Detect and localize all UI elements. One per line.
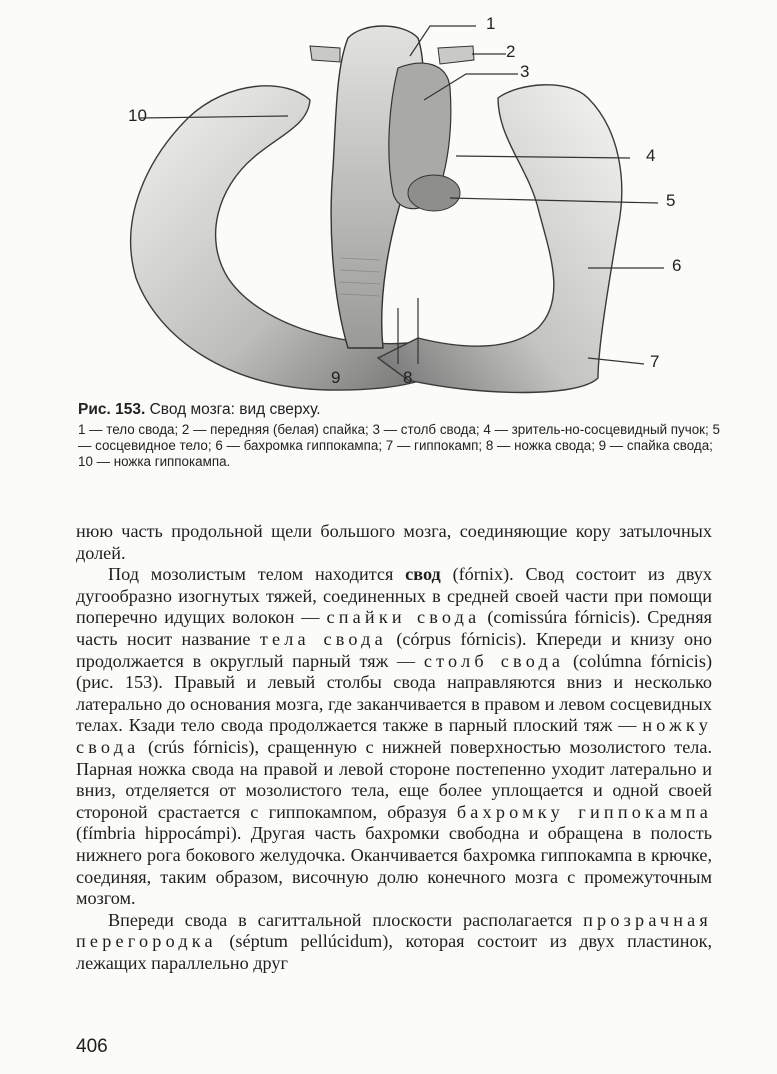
body-text <box>76 521 712 974</box>
term-body: тела свода <box>259 628 387 649</box>
figure-label: Рис. 153. <box>78 401 146 418</box>
term-septum: прозрачная перегородка <box>76 909 712 952</box>
callout-6: 6 <box>672 256 682 275</box>
callout-4: 4 <box>646 146 656 165</box>
callout-7: 7 <box>650 352 660 371</box>
paragraph-3: Впереди свода в сагиттальной плоскости располагается прозрачная перегородка (séptum pellúcidum), которая состоит из двух пластинок, лежащих параллельно друг <box>76 909 712 973</box>
callout-2: 2 <box>506 42 516 61</box>
term-crus: ножку свода <box>76 715 712 757</box>
figure-caption <box>78 400 728 471</box>
figure-legend: 1 — тело свода; 2 — передняя (белая) спайка; 3 — столб свода; 4 — зритель-но-сосцевидный пучок; 5 — сосцевидное тело; 6 — бахромка гиппокампа; 7 — гиппокамп; 8 — ножка свода; 9 — спайка свода; 10 — ножка гиппокампа. <box>78 422 720 470</box>
page-number: 406 <box>76 1036 108 1057</box>
term-fimbria: бахромку гиппокампа <box>456 801 712 822</box>
term-fornix: свод <box>405 564 441 585</box>
callout-5: 5 <box>666 191 676 210</box>
callout-1: 1 <box>486 14 496 33</box>
term-column: столб свода <box>423 650 565 671</box>
paragraph-2: Под мозолистым телом находится свод (fórnix). Свод состоит из двух дугообразно изогнутых тяжей, соединенных в средней своей части при помощи поперечно идущих волокон — спайки свода (comissúra fórnicis). Средняя часть носит название тела свода (córpus fórnicis). Кпереди и книзу оно продолжается в округлый парный тяж — столб свода (colúmna fórnicis) (рис. 153). Правый и левый столбы свода направляются вниз и несколько латерально до основания мозга, где заканчивается в правом и левом сосцевидных телах. Кзади тело свода продолжается также в парный плоский тяж — ножку свода (crús fórnicis), сращенную с нижней поверхностью мозолистого тела. Парная ножка свода на правой и левой стороне постепенно уходит латерально и вниз, отделяется от мозолистого тела, еще более уплощается и одной своей стороной срастается с гиппокампом, образуя бахромку гиппокампа (fímbria hippocámpi). Другая часть бахромки свободна и обращена в полость нижнего рога бокового желудочка. Оканчивается бахромка гиппокампа в крючке, соединяя, таким образом, височную долю конечного мозга с промежуточным мозгом. <box>76 564 712 909</box>
term-commissure: спайки свода <box>326 607 481 628</box>
anterior-commissure-shape <box>438 46 474 64</box>
fornix-illustration <box>78 8 718 400</box>
fornix-drawing <box>78 8 718 400</box>
callout-10: 10 <box>128 106 147 125</box>
callout-9: 9 <box>331 368 341 387</box>
paragraph-1: нюю часть продольной щели большого мозга, соединяющие кору затылочных долей. <box>76 521 712 563</box>
callout-8: 8 <box>403 368 413 387</box>
figure-title: Свод мозга: вид сверху. <box>149 401 321 418</box>
callout-3: 3 <box>520 62 530 81</box>
caption-title <box>78 400 728 420</box>
